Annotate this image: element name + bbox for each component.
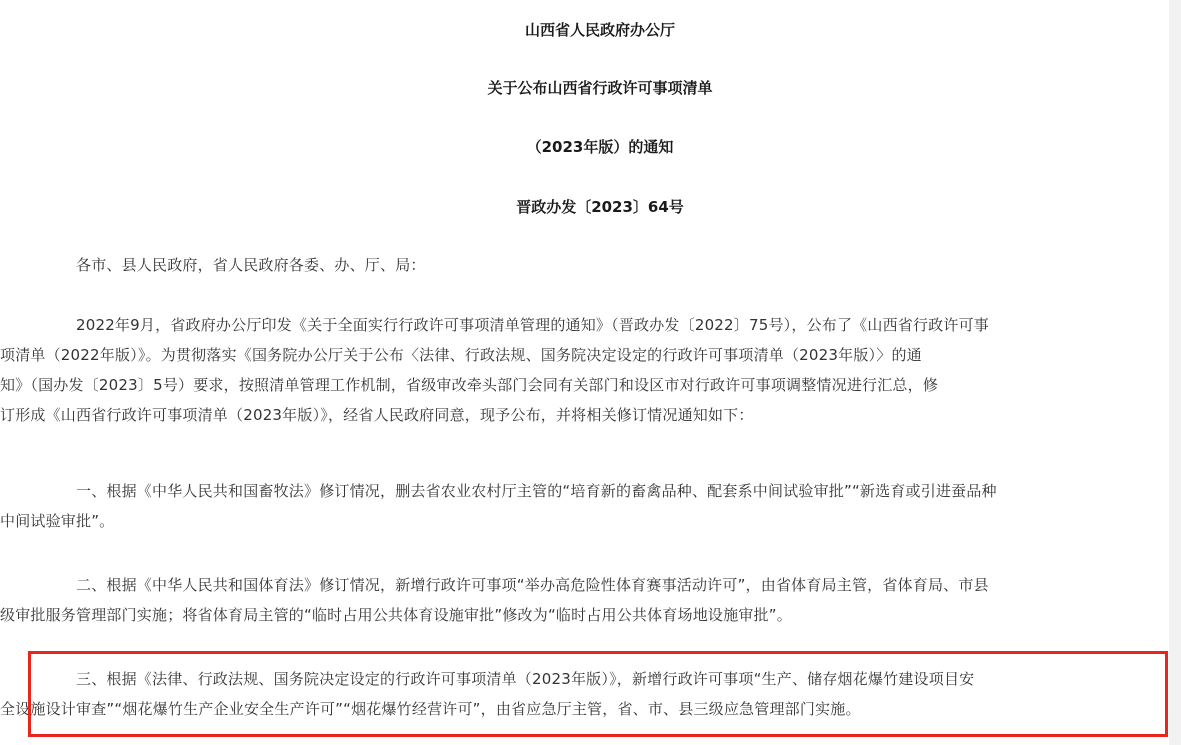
highlight-annotation-box (28, 651, 1168, 737)
paragraph-line: 订形成《山西省行政许可事项清单（2023年版）》，经省人民政府同意，现予公布，并将相关修订情况通知如下： (0, 406, 754, 424)
paragraph-item-2 (0, 570, 1164, 630)
paragraph-line: 2022年9月，省政府办公厅印发《关于全面实行行政许可事项清单管理的通知》（晋政办发〔2022〕75号），公布了《山西省行政许可事 (76, 316, 989, 334)
salutation-text: 各市、县人民政府，省人民政府各委、办、厅、局： (76, 256, 426, 274)
issuer-heading: 山西省人民政府办公厅 (524, 21, 675, 39)
salutation (38, 250, 1164, 280)
paragraph-line: 全设施设计审查”“烟花爆竹生产企业安全生产许可”“烟花爆竹经营许可”，由省应急厅主管，省、市、县三级应急管理部门实施。 (0, 700, 861, 718)
document-number: 晋政办发〔2023〕64号 (516, 198, 684, 216)
notice-title-line2: （2023年版）的通知 (526, 138, 674, 156)
paragraph-line: 项清单（2022年版）》。为贯彻落实《国务院办公厅关于公布〈法律、行政法规、国务院决定设定的行政许可事项清单（2023年版）〉的通 (0, 346, 922, 364)
paragraph-item-1 (0, 476, 1164, 536)
paragraph-line: 二、根据《中华人民共和国体育法》修订情况，新增行政许可事项“举办高危险性体育赛事活动许可”，由省体育局主管，省体育局、市县 (76, 576, 989, 594)
scrollbar-track[interactable] (1169, 0, 1181, 745)
paragraph-line: 三、根据《法律、行政法规、国务院决定设定的行政许可事项清单（2023年版）》，新增行政许可事项“生产、储存烟花爆竹建设项目安 (76, 670, 975, 688)
notice-title-line1: 关于公布山西省行政许可事项清单 (487, 79, 713, 97)
paragraph-line: 级审批服务管理部门实施；将省体育局主管的“临时占用公共体育设施审批”修改为“临时占用公共体育场地设施审批”。 (0, 606, 792, 624)
paragraph-intro (0, 310, 1164, 430)
paragraph-line: 一、根据《中华人民共和国畜牧法》修订情况，删去省农业农村厅主管的“培育新的畜禽品种、配套系中间试验审批”“新选育或引进蚕品种 (76, 482, 997, 500)
paragraph-line: 知》（国办发〔2023〕5号）要求，按照清单管理工作机制，省级审改牵头部门会同有关部门和设区市对行政许可事项调整情况进行汇总，修 (0, 376, 939, 394)
paragraph-line: 中间试验审批”。 (0, 512, 115, 530)
